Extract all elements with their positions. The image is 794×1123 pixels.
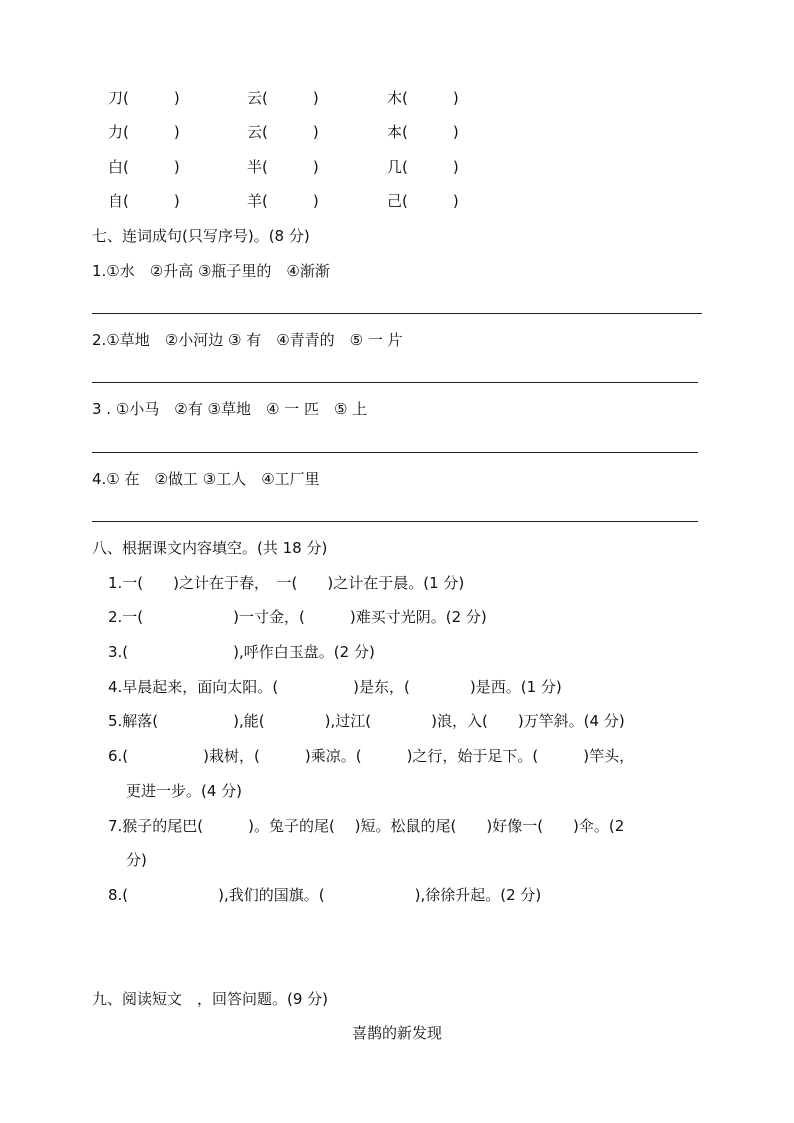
- section8-item-4: 4.早晨起来，面向太阳。( )是东，( )是西。(1 分): [108, 678, 562, 696]
- section8-item-6: 6.( )栽树，( )乘凉。( )之行，始于足下。( )竿头，: [108, 747, 635, 765]
- section8-item-1: 1.一( )之计在于春， 一( )之计在于晨。(1 分): [108, 574, 465, 592]
- answer-line-2[interactable]: [92, 382, 698, 383]
- section8-item-3: 3.( ),呼作白玉盘。(2 分): [108, 643, 375, 661]
- grid-cell-2-2: 云( ): [247, 123, 319, 141]
- section7-item-1: 1.①水 ②升高 ③瓶子里的 ④渐渐: [92, 262, 330, 280]
- grid-cell-4-1: 自( ): [108, 192, 180, 210]
- section8-item-7: 7.猴子的尾巴( )。兔子的尾( )短。松鼠的尾( )好像一( )伞。(2: [108, 817, 625, 835]
- story-title: 喜鹊的新发现: [351, 1024, 442, 1042]
- answer-line-1[interactable]: [92, 313, 702, 314]
- grid-cell-1-1: 刀( ): [108, 89, 180, 107]
- section8-item-7-cont: 分): [126, 851, 147, 869]
- grid-cell-2-3: 本( ): [387, 123, 459, 141]
- section9-heading: 九、阅读短文 ，回答问题。(9 分): [92, 990, 329, 1008]
- grid-cell-3-2: 半( ): [247, 158, 319, 176]
- section8-item-8: 8.( ),我们的国旗。( ),徐徐升起。(2 分): [108, 886, 542, 904]
- grid-cell-1-3: 木( ): [387, 89, 459, 107]
- grid-cell-4-2: 羊( ): [247, 192, 319, 210]
- grid-cell-3-1: 白( ): [108, 158, 180, 176]
- grid-cell-1-2: 云( ): [247, 89, 319, 107]
- section8-item-2: 2.一( )一寸金，( )难买寸光阴。(2 分): [108, 608, 487, 626]
- section8-item-5: 5.解落( ),能( ),过江( )浪，入( )万竿斜。(4 分): [108, 712, 625, 730]
- grid-cell-4-3: 己( ): [387, 192, 459, 210]
- section8-heading: 八、根据课文内容填空。(共 18 分): [92, 539, 328, 557]
- section7-heading: 七、连词成句(只写序号)。(8 分): [92, 227, 310, 245]
- section7-item-4: 4.① 在 ②做工 ③工人 ④工厂里: [92, 470, 320, 488]
- grid-cell-3-3: 几( ): [387, 158, 459, 176]
- section8-item-6-cont: 更进一步。(4 分): [126, 782, 243, 800]
- section7-item-3: 3 . ①小马 ②有 ③草地 ④ 一 匹 ⑤ 上: [92, 400, 368, 418]
- section7-item-2: 2.①草地 ②小河边 ③ 有 ④青青的 ⑤ 一 片: [92, 331, 403, 349]
- answer-line-3[interactable]: [92, 452, 698, 453]
- grid-cell-2-1: 力( ): [108, 123, 180, 141]
- answer-line-4[interactable]: [92, 521, 698, 522]
